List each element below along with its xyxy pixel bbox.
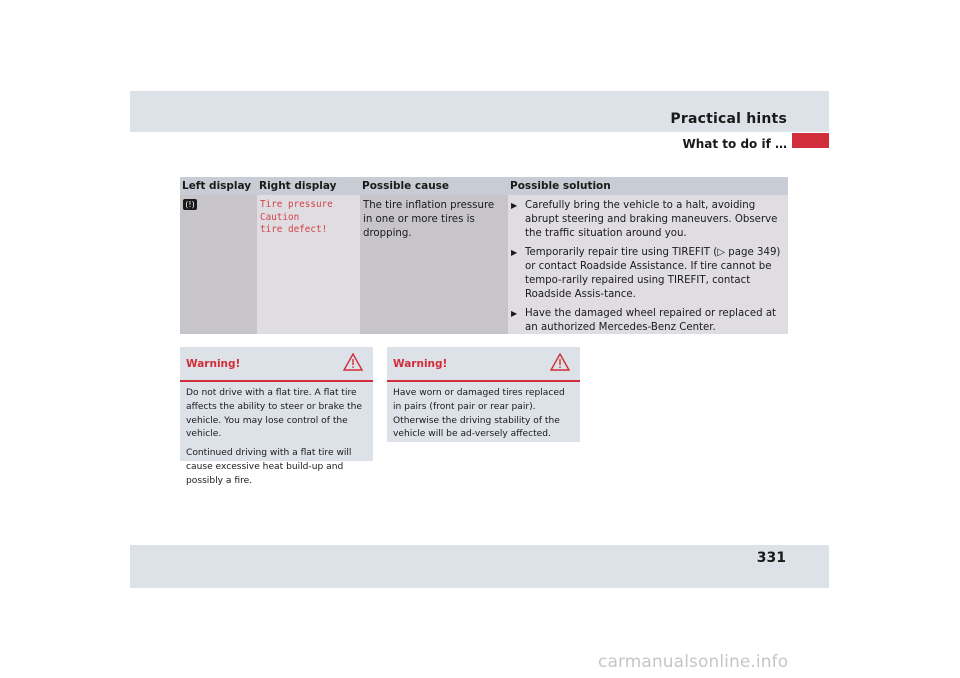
warning-box-flat-tire [180,347,373,486]
cell-left-display [180,195,257,334]
col-header-left-display: Left display [180,177,257,195]
col-header-possible-cause: Possible cause [360,177,508,195]
solution-step: ▶ Have the damaged wheel repaired or replaced at an authorized Mercedes-Benz Center. [511,308,777,333]
warning-box-worn-tires [387,347,580,442]
cell-right-display [257,195,360,334]
solution-step: ▶ Carefully bring the vehicle to a halt, avoiding abrupt steering and braking maneuvers. Observe the traffic situation around you. [511,200,778,239]
watermark: carmanualsonline.info [598,652,789,672]
solution-step: ▶ Temporarily repair tire using TIREFIT (▷ page 349) or contact Roadside Assistance. If tire cannot be tempo-rarily repaired using TIREFIT, contact Roadside Assis-tance. [511,247,781,300]
warning-body [180,382,373,489]
bullet-arrow-icon: ▶ [511,201,518,210]
col-header-possible-solution: Possible solution [508,177,788,195]
warning-triangle-icon [343,353,363,371]
warning-body [387,382,580,442]
cell-possible-solution [508,195,788,334]
footer-band [130,545,829,588]
bullet-arrow-icon: ▶ [511,309,518,318]
page-number: 331 [756,550,786,566]
tire-pressure-warning-icon: (!) [183,199,197,210]
warning-paragraph: Do not drive with a flat tire. A flat tire affects the ability to steer or brake the vehicle. You may lose control of the vehicle. [186,388,362,440]
section-subtitle: What to do if … [682,137,787,151]
display-line: tire defect! [260,224,328,235]
warning-header [387,347,580,382]
warning-header [180,347,373,382]
troubleshooting-table [180,177,788,334]
warning-title: Warning! [393,358,448,370]
bullet-arrow-icon: ▶ [511,248,518,257]
warning-paragraph: Continued driving with a flat tire will cause excessive heat build-up and possibly a fire. [186,448,352,486]
section-tab-marker [792,133,829,148]
warning-paragraph: Have worn or damaged tires replaced in pairs (front pair or rear pair). Otherwise the driving stability of the vehicle will be ad-versely affected. [393,388,565,440]
warning-triangle-icon [550,353,570,371]
cell-possible-cause: The tire inflation pressure in one or more tires is dropping. [360,195,508,334]
display-line: Tire pressure [260,199,333,210]
warning-title: Warning! [186,358,241,370]
section-title: Practical hints [670,111,787,127]
col-header-right-display: Right display [257,177,360,195]
display-line: Caution [260,211,300,223]
